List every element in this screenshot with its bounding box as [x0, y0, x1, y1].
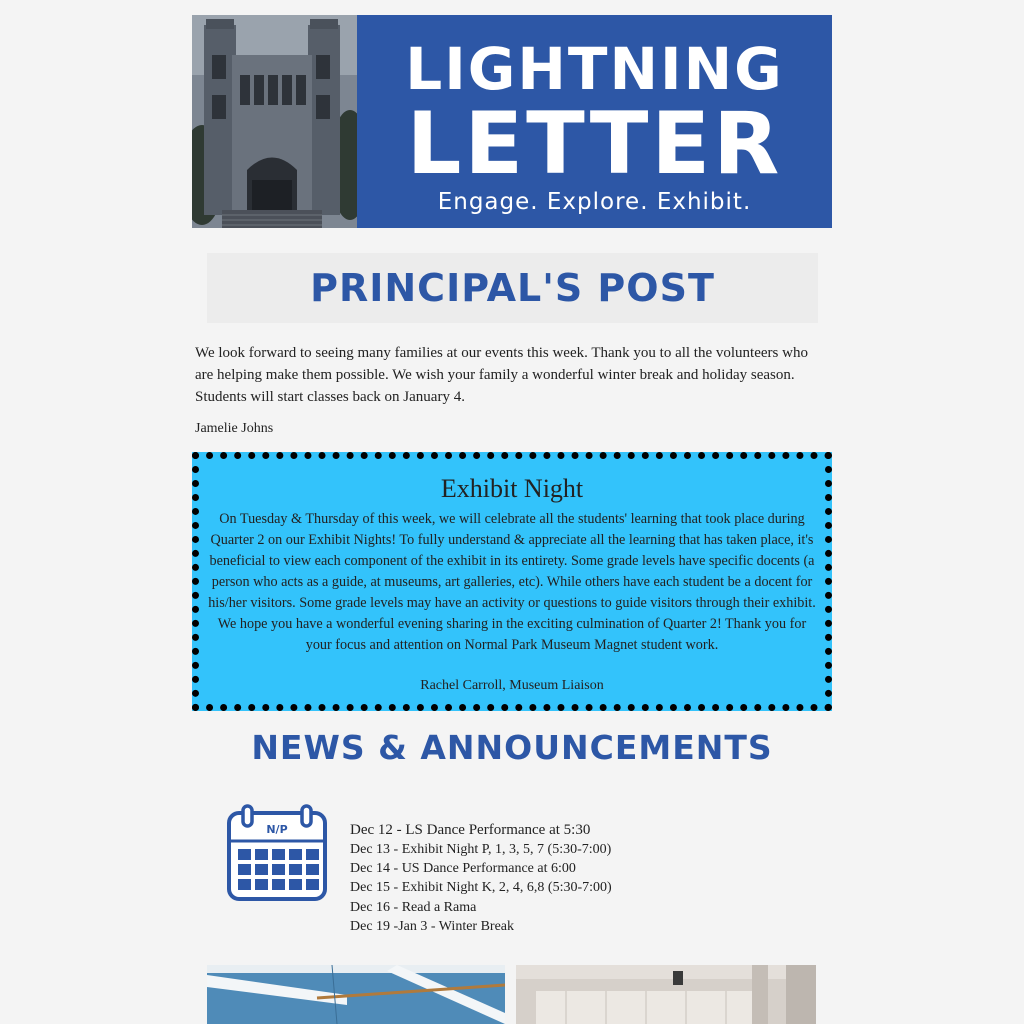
- events-list: [350, 820, 612, 936]
- banner-title-line2: LETTER: [406, 94, 783, 194]
- event-item: Dec 14 - US Dance Performance at 6:00: [350, 861, 576, 877]
- event-item: Dec 15 - Exhibit Night K, 2, 4, 6,8 (5:30-7:00): [350, 880, 612, 896]
- principal-post-body: We look forward to seeing many families at our events this week. Thank you to all the volunteers who are helping make them possible. We wish your family a wonderful winter break and holiday season. Students will start classes back on January 4.: [195, 345, 808, 405]
- exhibit-night-box: [192, 452, 832, 711]
- banner-title-block: [357, 15, 832, 228]
- principal-post-heading: PRINCIPAL'S POST: [207, 253, 818, 323]
- event-item: Dec 13 - Exhibit Night P, 1, 3, 5, 7 (5:30-7:00): [350, 842, 612, 857]
- school-building-photo: [192, 15, 357, 228]
- calendar-icon: [226, 803, 328, 903]
- classroom-photo: [516, 965, 816, 1024]
- news-announcements-heading: NEWS & ANNOUNCEMENTS: [251, 728, 773, 767]
- principal-signature: Jamelie Johns: [195, 421, 274, 436]
- event-item: Dec 16 - Read a Rama: [350, 899, 477, 915]
- event-item: Dec 19 -Jan 3 - Winter Break: [350, 918, 515, 934]
- exhibit-night-title: Exhibit Night: [440, 474, 584, 503]
- event-item: Dec 12 - LS Dance Performance at 5:30: [350, 822, 591, 838]
- banner-tagline: Engage. Explore. Exhibit.: [437, 189, 752, 215]
- calendar-label: N/P: [266, 823, 288, 836]
- exhibit-night-body: On Tuesday & Thursday of this week, we will celebrate all the students' learning that took place during Quarter 2 on our Exhibit Nights! To fully understand & appreciate all the learning that has taken place, it's beneficial to view each component of the exhibit in its entirety. Some grade levels have specific docents (a person who acts as a guide, at museums, art galleries, etc). While others have each student be a docent for his/her visitors. Some grade levels may have an activity or questions to guide visitors through their exhibit. We hope you have a wonderful evening sharing in the exciting culmination of Quarter 2! Thank you for your focus and attention on Normal Park Museum Magnet student work.: [208, 511, 816, 653]
- newsletter-banner: [192, 15, 832, 228]
- banner-title-line1: LIGHTNING: [405, 35, 784, 103]
- gym-photo: [207, 965, 505, 1024]
- exhibit-night-signature: Rachel Carroll, Museum Liaison: [420, 678, 604, 693]
